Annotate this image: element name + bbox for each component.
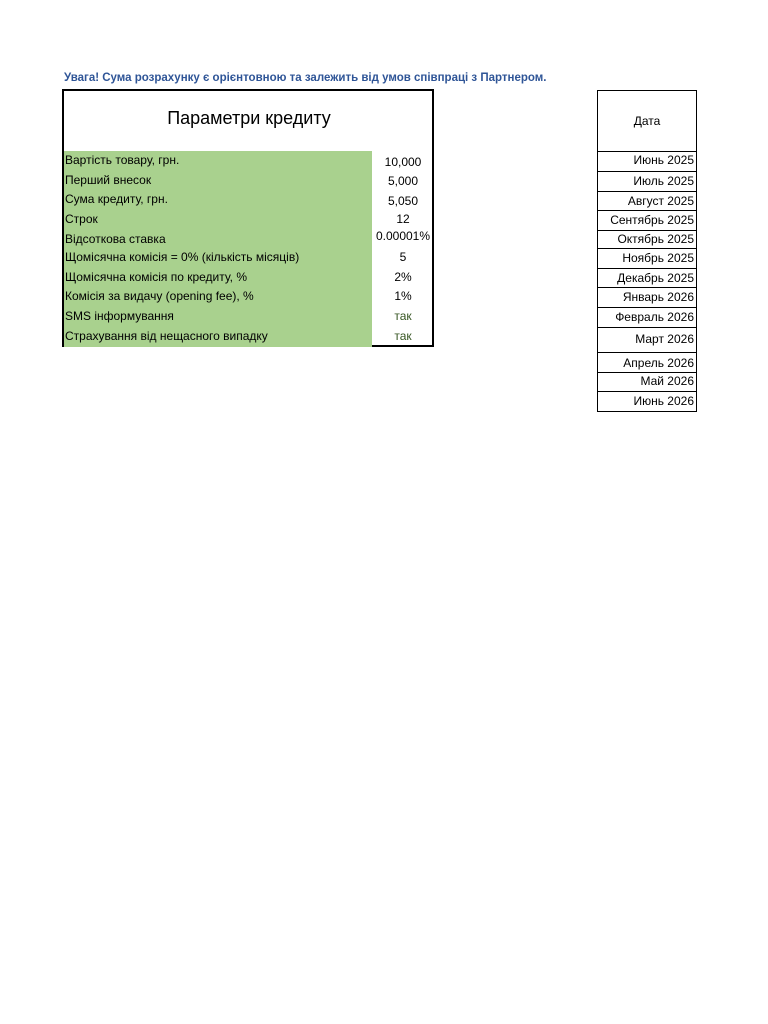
param-row-zero-commission-months	[64, 248, 434, 268]
param-row-down-payment	[64, 171, 434, 191]
param-value: 10,000	[384, 155, 422, 169]
credit-parameters-table	[62, 89, 434, 347]
date-cell: Апрель 2026	[597, 352, 697, 373]
param-label: Перший внесок	[65, 173, 152, 187]
param-label: Комісія за видачу (opening fee), %	[65, 289, 254, 303]
param-label: Сума кредиту, грн.	[65, 192, 168, 206]
param-value: так	[394, 309, 412, 323]
param-label: Щомісячна комісія по кредиту, %	[65, 270, 248, 284]
param-row-monthly-commission	[64, 268, 434, 288]
date-column-header: Дата	[597, 90, 697, 152]
credit-parameters-title: Параметри кредиту	[167, 108, 331, 128]
param-value: 5,050	[387, 194, 419, 208]
param-label: Строк	[65, 212, 98, 226]
param-label: Щомісячна комісія = 0% (кількість місяців)	[65, 250, 300, 264]
param-row-opening-fee	[64, 287, 434, 307]
param-value: 1%	[394, 289, 412, 303]
param-row-sms-info	[64, 307, 434, 327]
param-label: Страхування від нещасного випадку	[65, 329, 268, 343]
date-cell: Сентябрь 2025	[597, 210, 697, 231]
param-value: 12	[396, 212, 410, 226]
date-cell: Октябрь 2025	[597, 230, 697, 249]
param-row-loan-amount	[64, 190, 434, 210]
date-cell: Май 2026	[597, 372, 697, 392]
date-cell: Июнь 2025	[597, 151, 697, 172]
param-label: SMS інформування	[65, 309, 174, 323]
date-cell: Ноябрь 2025	[597, 248, 697, 269]
param-value: 5,000	[387, 174, 419, 188]
param-label: Вартість товару, грн.	[65, 153, 180, 167]
date-cell: Август 2025	[597, 191, 697, 211]
param-row-interest-rate	[64, 230, 434, 250]
param-row-accident-insurance	[64, 327, 434, 347]
date-cell: Март 2026	[597, 327, 697, 353]
disclaimer-notice: Увага! Сума розрахунку є орієнтовною та залежить від умов співпраці з Партнером.	[64, 72, 547, 84]
date-cell: Июнь 2026	[597, 391, 697, 412]
date-cell: Декабрь 2025	[597, 268, 697, 288]
param-value: 2%	[394, 270, 412, 284]
param-value: 0.00001%	[375, 229, 431, 243]
param-value: 5	[399, 250, 407, 264]
date-cell: Февраль 2026	[597, 307, 697, 328]
date-cell: Январь 2026	[597, 287, 697, 308]
param-label: Відсоткова ставка	[65, 232, 166, 246]
param-row-item-price	[64, 151, 434, 171]
date-cell: Июль 2025	[597, 171, 697, 192]
param-value: так	[394, 329, 412, 343]
